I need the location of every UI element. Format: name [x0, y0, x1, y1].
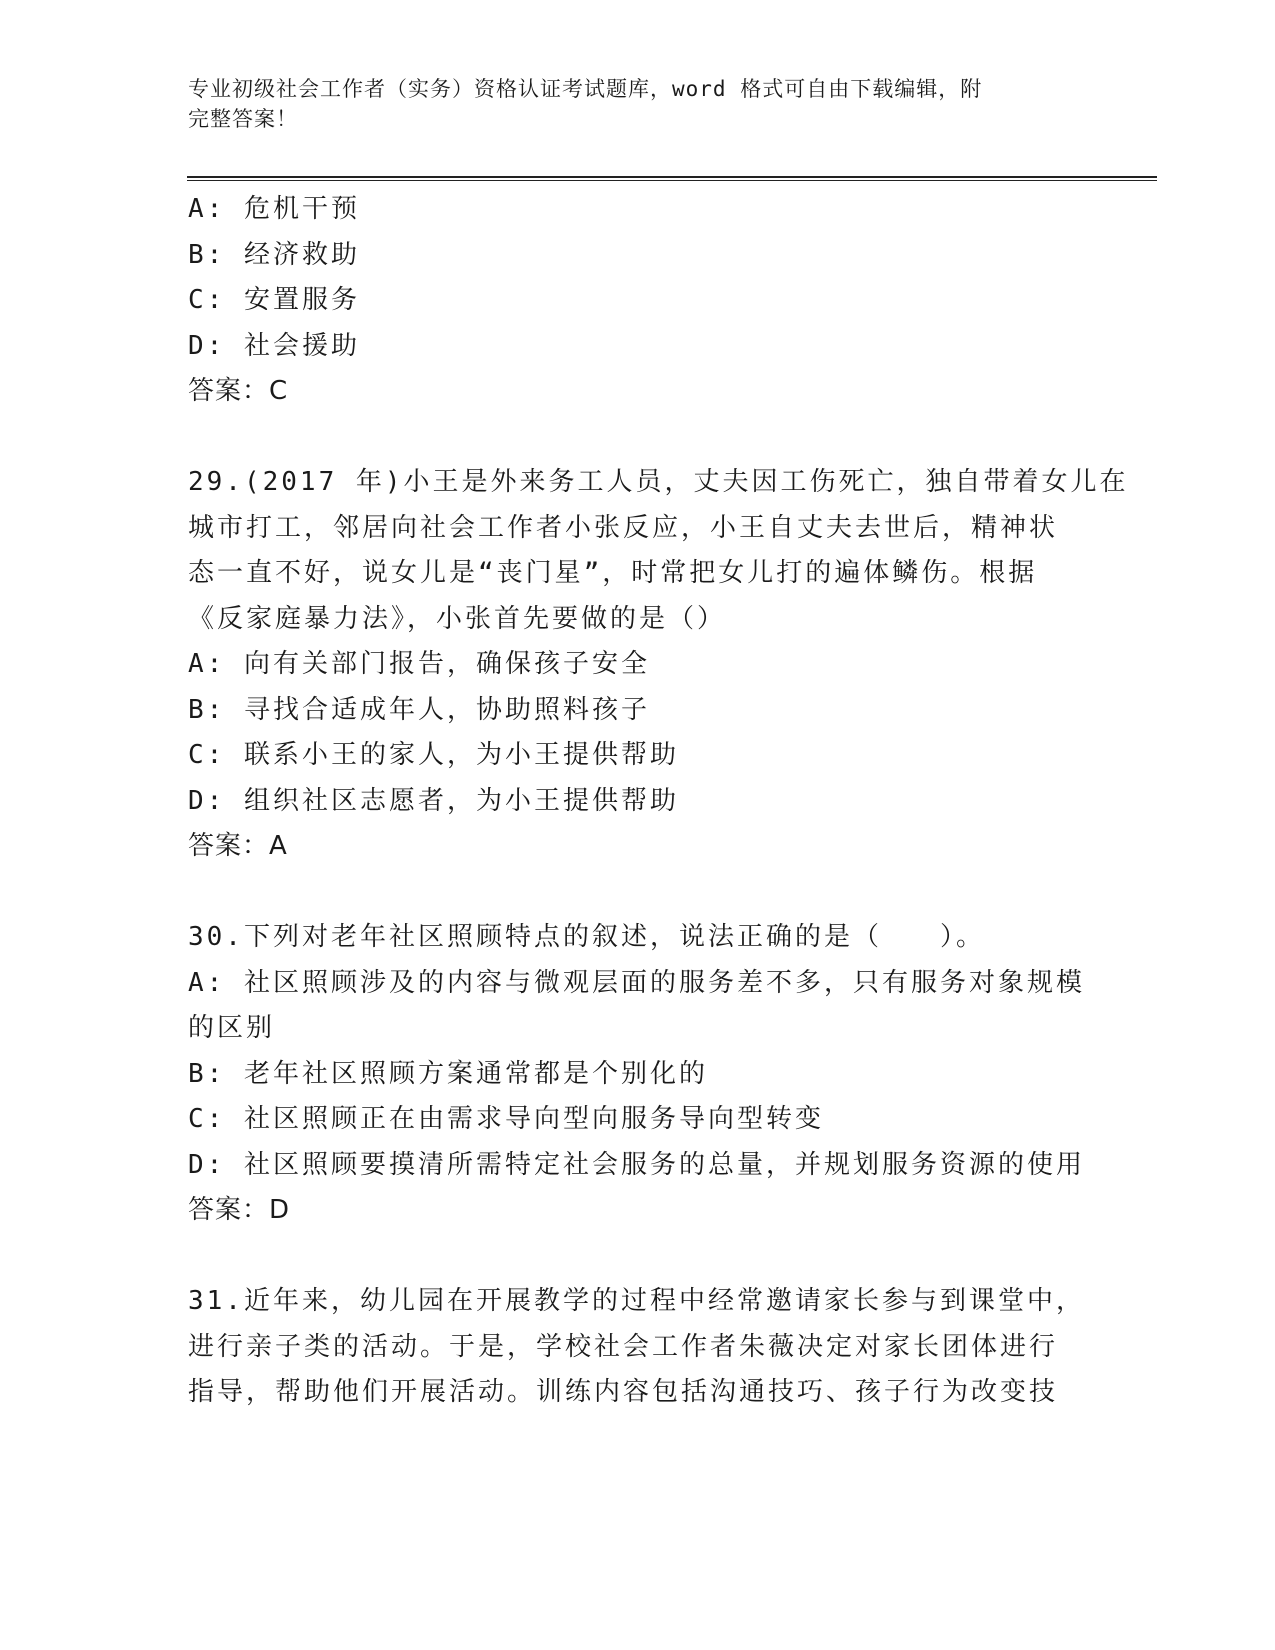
question-stem-line: 城市打工，邻居向社会工作者小张反应，小王自丈夫去世后，精神状: [188, 512, 1059, 543]
option-b: B: 经济救助: [188, 239, 360, 270]
option-b: B: 老年社区照顾方案通常都是个别化的: [188, 1058, 708, 1089]
option-b: B: 寻找合适成年人，协助照料孩子: [188, 694, 650, 725]
question-stem-line: 指导，帮助他们开展活动。训练内容包括沟通技巧、孩子行为改变技: [188, 1377, 1059, 1407]
header-line-1: 专业初级社会工作者（实务）资格认证考试题库，word 格式可自由下载编辑，附: [188, 77, 983, 101]
option-c: C: 联系小王的家人，为小王提供帮助: [188, 740, 679, 770]
spacer: [188, 415, 1088, 461]
header-divider: [187, 176, 1157, 178]
option-d: D: 社会援助: [188, 330, 360, 361]
spacer: [188, 870, 1088, 916]
option-a: A: 危机干预: [188, 194, 360, 224]
question-content: [188, 187, 1129, 1416]
question-stem-line: 《反家庭暴力法》，小张首先要做的是（）: [188, 603, 727, 634]
option-c: C: 安置服务: [188, 285, 360, 315]
option-a-continued: 的区别: [188, 1013, 276, 1043]
question-30: [188, 915, 1088, 1234]
question-31: [188, 1279, 1088, 1416]
question-stem-line: 态一直不好，说女儿是“丧门星”，时常把女儿打的遍体鳞伤。根据: [188, 558, 1038, 588]
option-a: A: 社区照顾涉及的内容与微观层面的服务差不多，只有服务对象规模: [188, 967, 1085, 998]
prev-question: [188, 187, 1088, 415]
option-d: D: 社区照顾要摸清所需特定社会服务的总量，并规划服务资源的使用: [188, 1149, 1085, 1180]
answer-label: 答案：A: [188, 831, 288, 861]
answer-label: 答案：D: [188, 1195, 291, 1225]
option-c: C: 社区照顾正在由需求导向型向服务导向型转变: [188, 1104, 824, 1134]
header-line-2: 完整答案！: [188, 107, 298, 131]
question-stem-line: 29.(2017 年)小王是外来务工人员，丈夫因工伤死亡，独自带着女儿在: [188, 467, 1129, 497]
answer-label: 答案：C: [188, 376, 289, 406]
page-header: [188, 74, 1088, 134]
question-stem-line: 进行亲子类的活动。于是，学校社会工作者朱薇决定对家长团体进行: [188, 1331, 1059, 1362]
spacer: [188, 1234, 1088, 1280]
question-stem-line: 31.近年来，幼儿园在开展教学的过程中经常邀请家长参与到课堂中，: [188, 1286, 1085, 1316]
question-stem-line: 30.下列对老年社区照顾特点的叙述，说法正确的是（ ）。: [188, 922, 985, 952]
option-a: A: 向有关部门报告，确保孩子安全: [188, 649, 650, 679]
question-29: [188, 460, 1129, 870]
option-d: D: 组织社区志愿者，为小王提供帮助: [188, 785, 679, 816]
